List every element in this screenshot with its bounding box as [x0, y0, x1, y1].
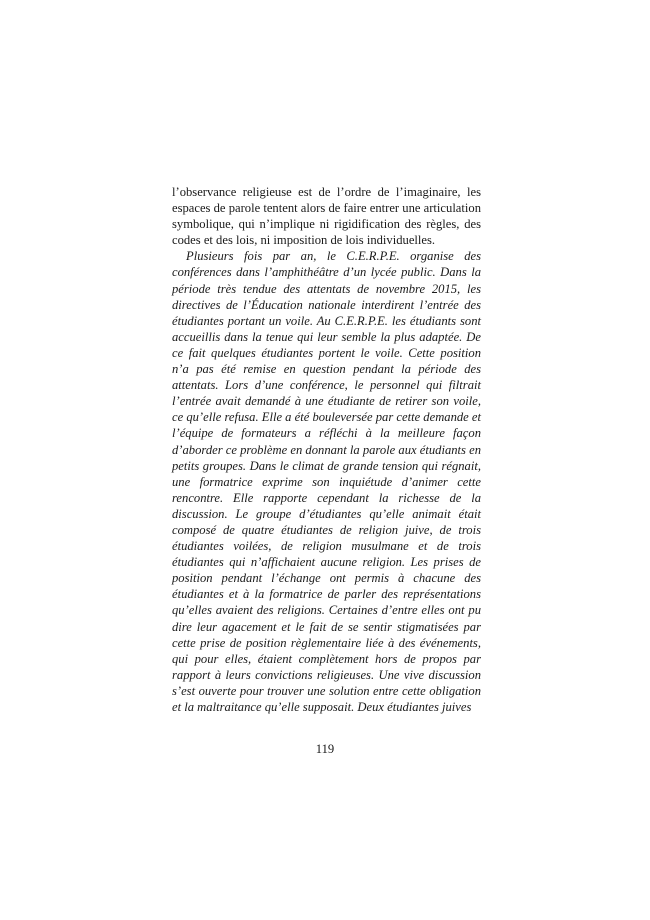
paragraph-1: l’observance religieuse est de l’ordre de l’imaginaire, les espaces de parole tentent alors de faire entrer une articulation symbolique, qui n’implique ni rigidification des règles, des codes et des lois, ni imposition de lois individuelles. [172, 185, 481, 248]
page-number: 119 [315, 742, 335, 756]
paragraph-2: Plusieurs fois par an, le C.E.R.P.E. organise des conférences dans l’amphithéâtre d’un lycée public. Dans la période très tendue des attentats de novembre 2015, les directives de l’Éducation nationale interdirent l’entrée des étudiantes portant un voile. Au C.E.R.P.E. les étudiants sont accueillis dans la tenue qui leur semble la plus adaptée. De ce fait quelques étudiantes portent le voile. Cette position n’a pas été remise en question pendant la période des attentats. Lors d’une conférence, le personnel qui filtrait l’entrée avait demandé à une étudiante de retirer son voile, ce qu’elle refusa. Elle a été bouleversée par cette demande et l’équipe de formateurs a réfléchi à la meilleure façon d’aborder ce problème en donnant la parole aux étudiants en petits groupes. Dans le climat de grande tension qui régnait, une formatrice exprime son inquiétude d’animer cette rencontre. Elle rapporte cependant la richesse de la discussion. Le groupe d’étudiantes qu’elle animait était composé de quatre étudiantes de religion juive, de trois étudiantes voilées, de religion musulmane et de trois étudiantes qui n’affichaient aucune religion. Les prises de position pendant l’échange ont permis à chacune des étudiantes et à la formatrice de parler des représentations qu’elles avaient des religions. Certaines d’entre elles ont pu dire leur agacement et le fait de se sentir stigmatisées par cette prise de position règlementaire liée à des événements, qui pour elles, étaient complètement hors de propos par rapport à leurs convictions religieuses. Une vive discussion s’est ouverte pour trouver une solution entre cette obligation et la maltraitance qu’elle supposait. Deux étudiantes juives [172, 249, 482, 714]
body-text [172, 184, 481, 715]
